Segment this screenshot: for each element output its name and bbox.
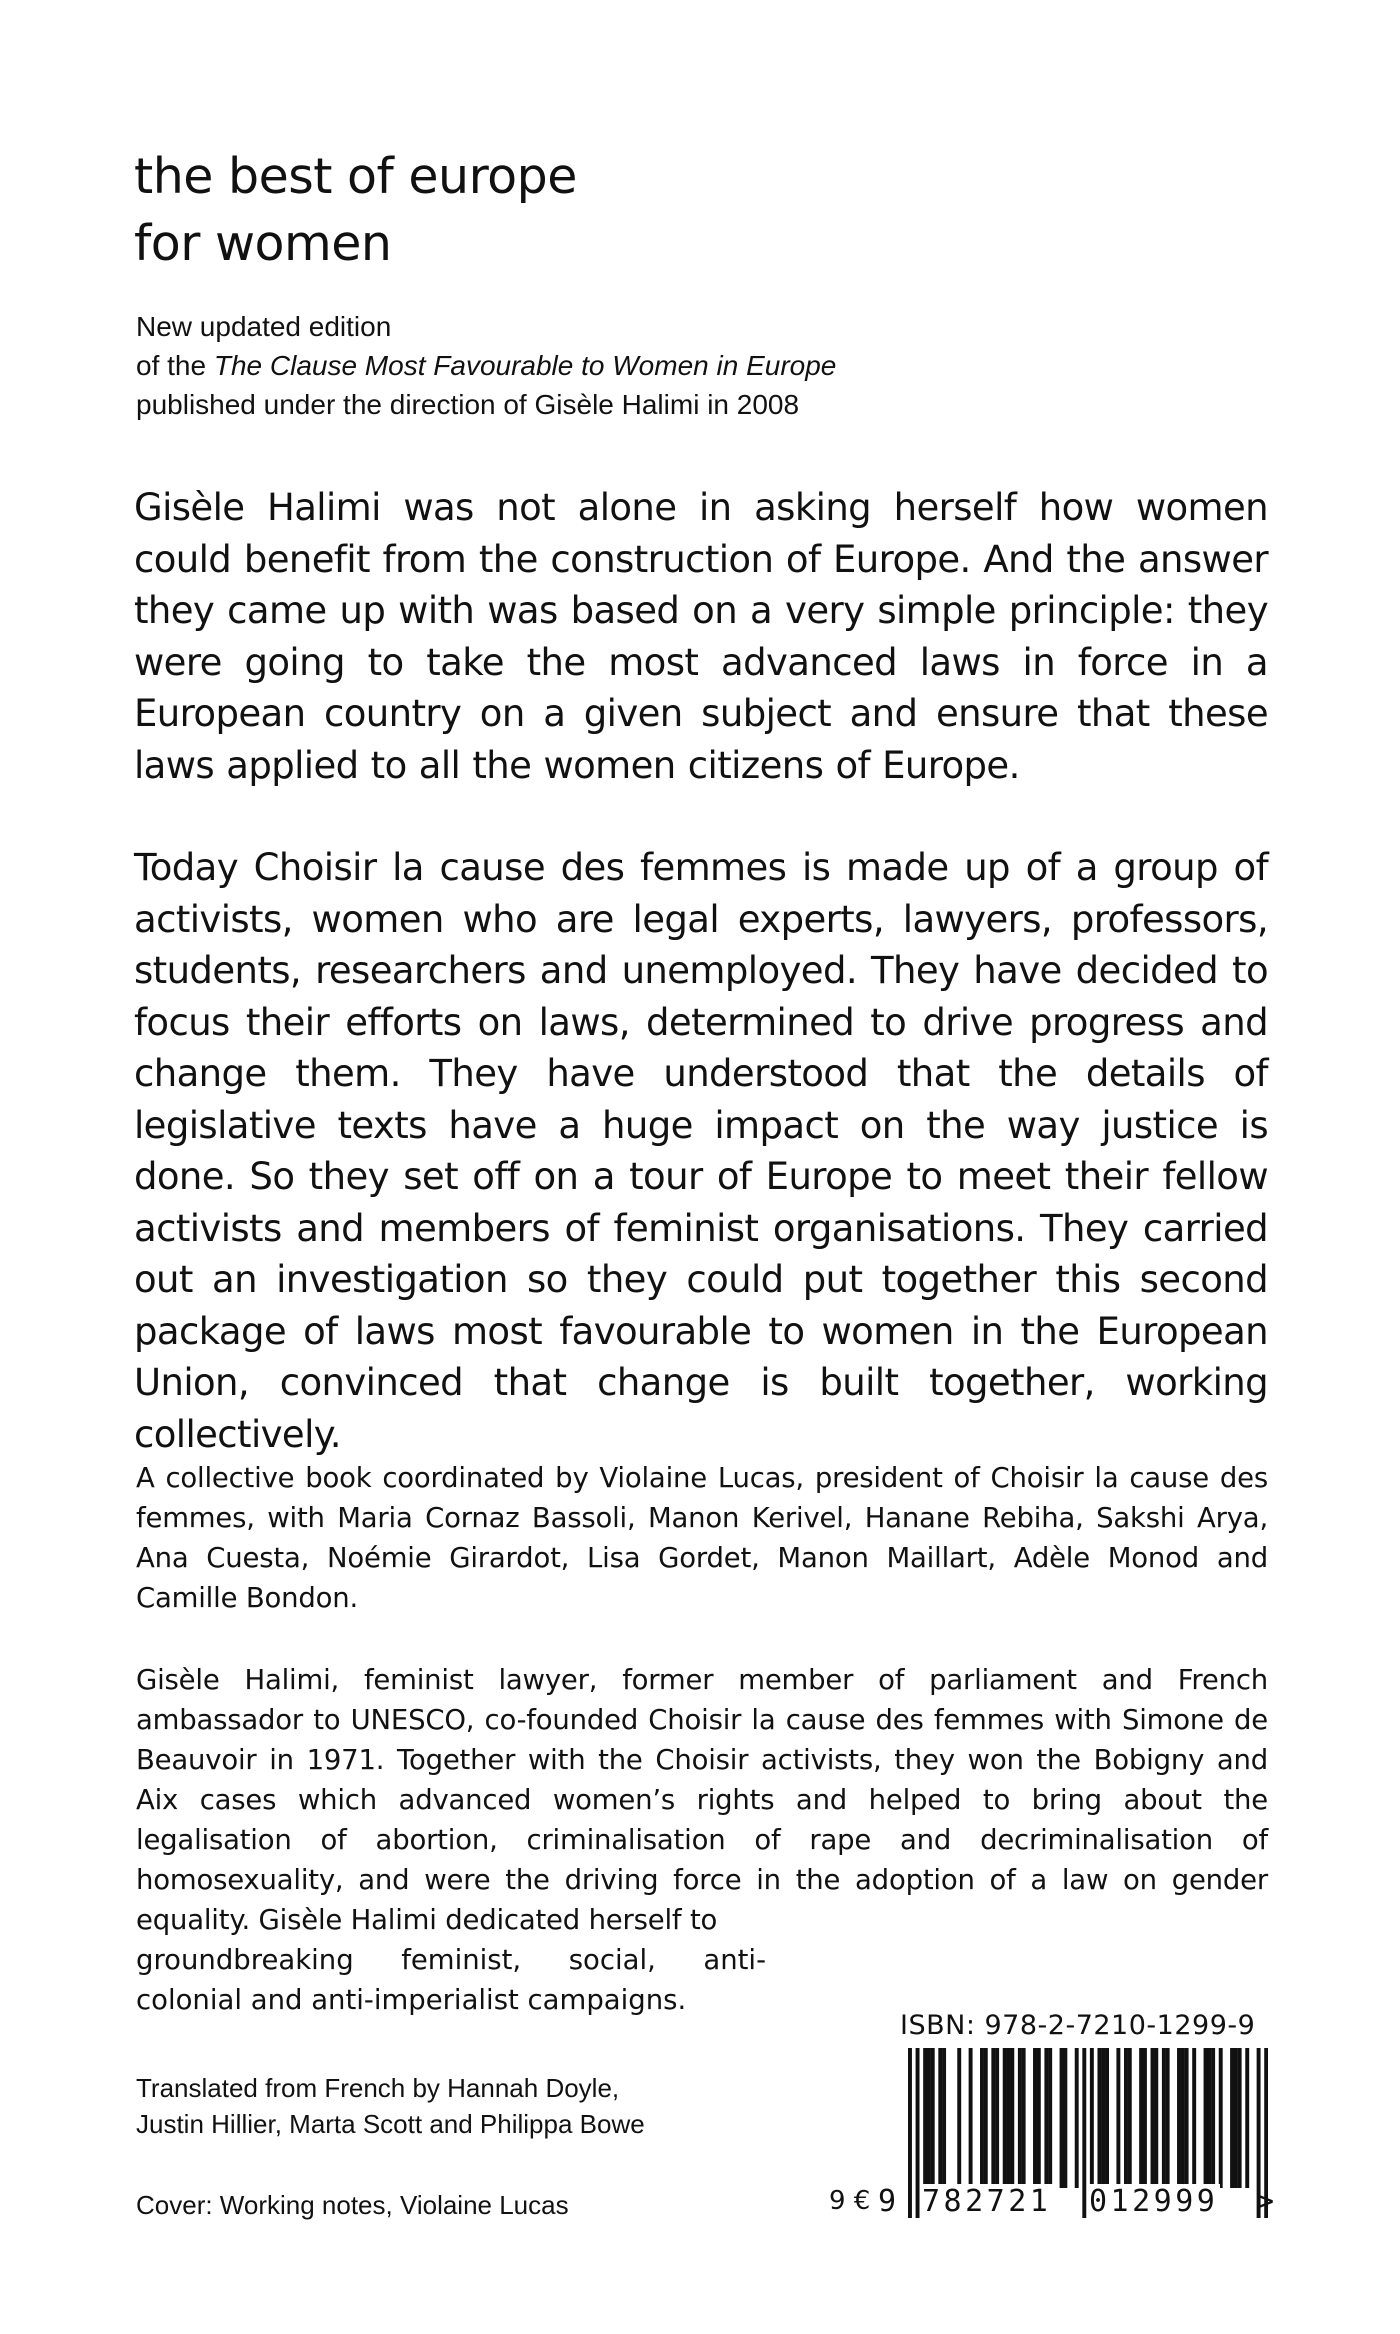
barcode-bar [957, 2048, 961, 2188]
barcode-bar [969, 2048, 973, 2188]
barcode-bar [1124, 2048, 1128, 2188]
translation-credit [136, 2070, 836, 2142]
cover-credit: Cover: Working notes, Violaine Lucas [136, 2190, 569, 2220]
barcode-bar [1128, 2048, 1132, 2188]
barcode-bar [1048, 2048, 1052, 2188]
barcode-bar [1181, 2048, 1185, 2188]
barcode-digits-right: 012999 [1089, 2184, 1219, 2219]
barcode-bar [1063, 2048, 1067, 2188]
barcode-arrow: > [1256, 2184, 1275, 2219]
barcode-bar [1185, 2048, 1189, 2188]
edition-note [136, 307, 1136, 424]
barcode-bar [980, 2048, 984, 2188]
barcode-bar [1204, 2048, 1208, 2188]
barcode-bar [1003, 2048, 1007, 2188]
body-paragraph-2: Today Choisir la cause des femmes is made up of a group of activists, women who are legal experts, lawyers, professors, students, researchers and unemployed. They have decided to focus their efforts on laws, determined to drive progress and change them. They have understood that the details of legislative texts have a huge impact on the way justice is done. So they set off on a tour of Europe to meet their fellow activists and members of feminist organisations. They carried out an investigation so they could put together this second package of laws most favourable to women in the European Union, convinced that change is built together, working collectively. [134, 846, 1268, 1456]
author-bio-paragraph: Gisèle Halimi, feminist lawyer, former member of parliament and French ambassador to UNESCO, co-founded Choisir la cause des femmes with Simone de Beauvoir in 1971. Together with the Choisir activists, they won the Bobigny and Aix cases which advanced women’s rights and helped to bring about the legalisation of abortion, criminalisation of rape and decriminalisation of homosexuality, and were the driving force in the adoption of a law on gender equality. Gisèle Halimi dedicated herself to [136, 1664, 1268, 1936]
title-line-1: the best of europe [134, 148, 577, 205]
barcode-bar [1219, 2048, 1223, 2188]
barcode-bar [1018, 2048, 1022, 2188]
barcode-bar [1075, 2048, 1079, 2188]
barcode-bar [927, 2048, 931, 2188]
barcode-bar [1007, 2048, 1011, 2188]
edition-line-3: published under the direction of Gisèle Halimi in 2008 [136, 389, 800, 420]
price: 9 € [829, 2186, 871, 2216]
barcode-bar [1116, 2048, 1120, 2188]
barcode-bar [1143, 2048, 1147, 2188]
edition-line-1: New updated edition [136, 311, 392, 342]
barcode-bar [1154, 2048, 1158, 2188]
credits-paragraph: A collective book coordinated by Violaine Lucas, president of Choisir la cause des femmes, with Maria Cornaz Bassoli, Manon Kerivel, Hanane Rebiha, Sakshi Arya, Ana Cuesta, Noémie Girardot, Lisa Gordet, Manon Maillart, Adèle Monod and Camille Bondon. [136, 1462, 1268, 1614]
barcode-bar [1207, 2048, 1211, 2188]
barcode-bar [1238, 2048, 1242, 2188]
book-title [134, 143, 1034, 277]
barcode-bar [1230, 2048, 1234, 2188]
barcode-bar [931, 2048, 935, 2188]
barcode-guard-bar [908, 2048, 912, 2218]
barcode-bar [995, 2048, 999, 2188]
barcode-bar [1037, 2048, 1041, 2188]
barcode-bar [1151, 2048, 1155, 2188]
barcode-bar [1105, 2048, 1109, 2188]
barcode-bar [938, 2048, 942, 2188]
isbn-label: ISBN: 978-2-7210-1299-9 [900, 2010, 1256, 2041]
barcode-bar [1177, 2048, 1181, 2188]
original-title: The Clause Most Favourable to Women in Europe [213, 350, 837, 381]
body-paragraph-1: Gisèle Halimi was not alone in asking herself how women could benefit from the construction of Europe. And the answer they came up with was based on a very simple principle: they were going to take the most advanced laws in force in a European country on a given subject and ensure that these laws applied to all the women citizens of Europe. [134, 486, 1268, 787]
author-bio-line-tail-1: groundbreaking feminist, social, anti- [136, 1944, 766, 1976]
barcode-bar [1097, 2048, 1101, 2188]
title-line-2: for women [134, 215, 392, 272]
translation-line-1: Translated from French by Hannah Doyle, [136, 2073, 620, 2103]
edition-line-2-prefix: of the [136, 350, 214, 381]
barcode-bar [984, 2048, 988, 2188]
barcode-bar [1211, 2048, 1215, 2188]
barcode-bar [1166, 2048, 1170, 2188]
barcode-bar [1010, 2048, 1014, 2188]
barcode-bar [942, 2048, 946, 2188]
barcode-guard-bar [1082, 2048, 1086, 2218]
barcode-bar [1044, 2048, 1048, 2188]
barcode-bar [1060, 2048, 1064, 2188]
barcode-digit-first: 9 [878, 2184, 897, 2219]
barcode-bar [1101, 2048, 1105, 2188]
barcode-bar [1162, 2048, 1166, 2188]
barcode-bar [923, 2048, 927, 2188]
barcode-digits-left: 782721 [922, 2184, 1052, 2219]
barcode-bar [991, 2048, 995, 2188]
barcode-guard-bar [916, 2048, 920, 2218]
barcode-bar [1234, 2048, 1238, 2188]
edition-line-2 [136, 346, 1136, 385]
barcode-bar [1139, 2048, 1143, 2188]
barcode-bar [1022, 2048, 1026, 2188]
barcode-bar [1033, 2048, 1037, 2188]
author-bio-line-tail-2: colonial and anti-imperialist campaigns. [136, 1984, 687, 2016]
barcode-bar [1245, 2048, 1249, 2188]
translation-line-2: Justin Hillier, Marta Scott and Philippa Bowe [136, 2109, 645, 2139]
barcode-bar [1192, 2048, 1196, 2188]
